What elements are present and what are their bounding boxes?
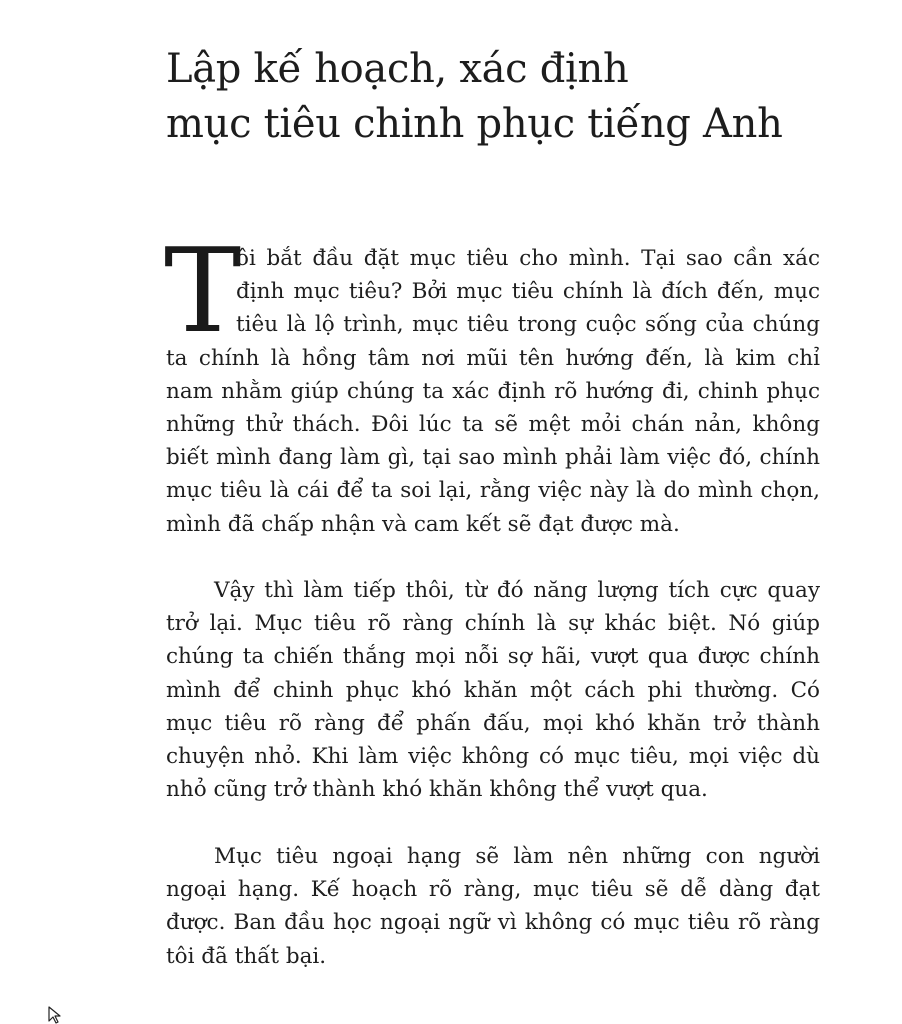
- paragraph-line: ôi bắt đầu đặt mục tiêu cho mình. Tại sao cần xác: [236, 246, 820, 271]
- paragraph-line: mình đã chấp nhận và cam kết sẽ đạt được mà.: [166, 511, 680, 537]
- paragraph-line: chuyện nhỏ. Khi làm việc không có mục tiêu, mọi việc dù: [166, 743, 820, 769]
- paragraph-3: [166, 840, 820, 973]
- chapter-title-line: mục tiêu chinh phục tiếng Anh: [166, 101, 783, 147]
- paragraph-2: [166, 574, 820, 806]
- paragraph-line: trở lại. Mục tiêu rõ ràng chính là sự khác biệt. Nó giúp: [166, 611, 820, 637]
- chapter-title-line: Lập kế hoạch, xác định: [166, 46, 629, 92]
- paragraph-line: mình để chinh phục khó khăn một cách phi thường. Có: [166, 677, 820, 703]
- paragraph-line: Mục tiêu ngoại hạng sẽ làm nên những con người: [214, 844, 820, 869]
- paragraph-1: [166, 242, 820, 541]
- paragraph-line: những thử thách. Đôi lúc ta sẽ mệt mỏi chán nản, không: [166, 411, 820, 437]
- paragraph-line: biết mình đang làm gì, tại sao mình phải làm việc đó, chính: [166, 445, 820, 471]
- paragraph-line: nam nhằm giúp chúng ta xác định rõ hướng đi, chinh phục: [166, 378, 820, 404]
- paragraph-line: mục tiêu là cái để ta soi lại, rằng việc này là do mình chọn,: [166, 478, 820, 504]
- paragraph-line: ta chính là hồng tâm nơi mũi tên hướng đến, là kim chỉ: [166, 345, 820, 371]
- chapter-title: [166, 42, 846, 152]
- paragraph-line: được. Ban đầu học ngoại ngữ vì không có mục tiêu rõ ràng: [166, 910, 820, 936]
- paragraph-line: định mục tiêu? Bởi mục tiêu chính là đích đến, mục: [236, 279, 820, 305]
- mouse-pointer-icon: [48, 1006, 64, 1024]
- paragraph-line: ngoại hạng. Kế hoạch rõ ràng, mục tiêu sẽ dễ dàng đạt: [166, 877, 820, 903]
- paragraph-line: tiêu là lộ trình, mục tiêu trong cuộc sống của chúng: [236, 312, 820, 338]
- paragraph-line: tôi đã thất bại.: [166, 943, 327, 969]
- paragraph-line: mục tiêu rõ ràng để phấn đấu, mọi khó khăn trở thành: [166, 710, 820, 736]
- paragraph-line: nhỏ cũng trở thành khó khăn không thể vượt qua.: [166, 777, 708, 803]
- drop-cap-letter: T: [164, 224, 242, 359]
- paragraph-line: chúng ta chiến thắng mọi nỗi sợ hãi, vượt qua được chính: [166, 644, 820, 670]
- paragraph-line: Vậy thì làm tiếp thôi, từ đó năng lượng tích cực quay: [214, 578, 820, 603]
